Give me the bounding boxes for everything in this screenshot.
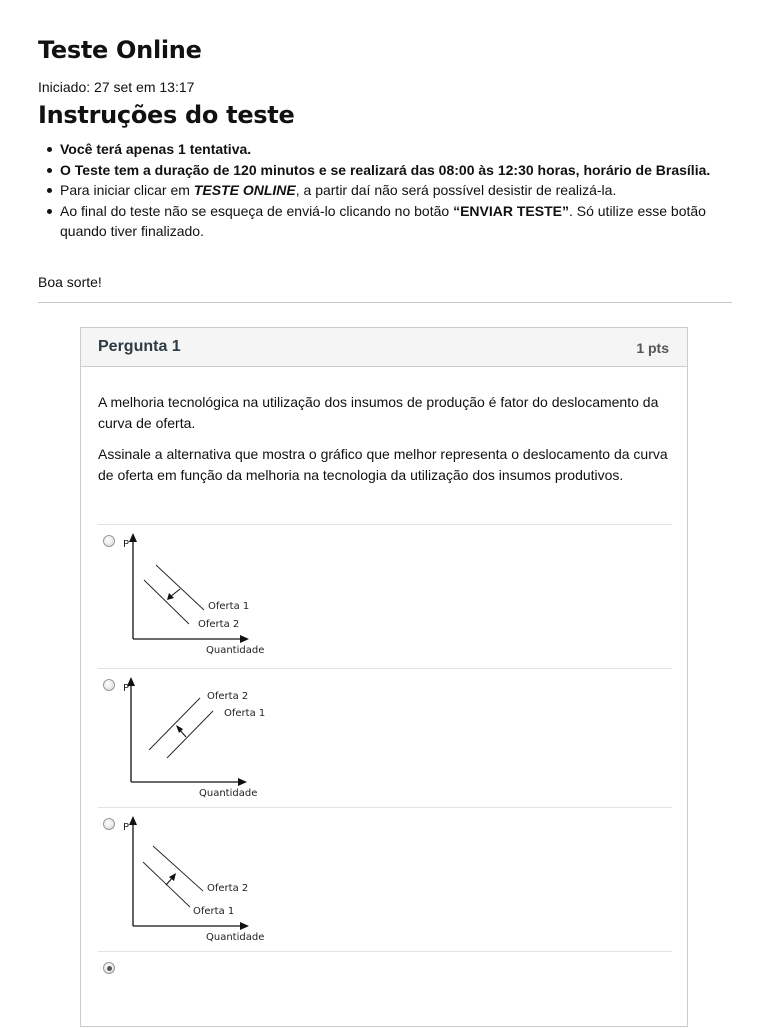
y-axis-arrow — [129, 816, 137, 825]
instruction-text: Ao final do teste não se esqueça de enviá-lo clicando no botão — [60, 202, 454, 219]
curve-label: Oferta 2 — [198, 619, 240, 630]
curve-label: Oferta 2 — [207, 691, 249, 702]
supply-curve — [156, 565, 204, 610]
instruction-text: Você terá apenas 1 tentativa. — [60, 141, 252, 157]
y-axis-arrow — [129, 533, 137, 542]
supply-curve — [167, 711, 213, 758]
instruction-text: Para iniciar clicar em — [60, 182, 194, 198]
supply-curve — [153, 846, 203, 891]
curve-label: Oferta 2 — [207, 883, 249, 894]
option-3-radio[interactable] — [103, 818, 115, 830]
question-paragraph: A melhoria tecnológica na utilização dos insumos de produção é fator do deslocamento da curva de oferta. — [98, 394, 659, 431]
option-1-graph — [118, 533, 318, 667]
x-axis-label: Quantidade — [199, 788, 258, 799]
x-axis-arrow — [238, 778, 247, 786]
page-title: Teste Online — [38, 36, 202, 64]
instruction-item — [60, 180, 732, 201]
good-luck-text: Boa sorte! — [38, 274, 102, 290]
instruction-item — [60, 160, 732, 181]
instruction-text: . Só utilize esse botão quando tiver finalizado. — [60, 202, 706, 239]
option-2-graph — [118, 677, 318, 807]
instruction-item — [60, 201, 732, 242]
instruction-text: O Teste tem a duração de 120 minutos e se realizará das 08:00 às 12:30 horas, horário de Brasília. — [60, 161, 711, 178]
instructions-list — [38, 139, 732, 242]
x-axis-arrow — [240, 922, 249, 930]
divider — [38, 302, 732, 303]
instruction-emphasis: “ENVIAR TESTE” — [453, 202, 569, 219]
started-timestamp: Iniciado: 27 set em 13:17 — [38, 79, 195, 95]
instruction-text: , a partir daí não será possível desistir de realizá-la. — [295, 182, 617, 198]
supply-curve — [149, 698, 200, 750]
question-paragraph: Assinale a alternativa que mostra o gráfico que melhor representa o deslocamento da curva de oferta em função da melhoria na tecnologia da utilização dos insumos produtivos. — [98, 446, 668, 483]
option-2-radio[interactable] — [103, 679, 115, 691]
instructions-title: Instruções do teste — [38, 101, 295, 129]
curve-label: Oferta 1 — [208, 601, 250, 612]
option-1-radio[interactable] — [103, 535, 115, 547]
question-name: Pergunta 1 — [98, 338, 181, 355]
answer-option-1[interactable] — [98, 524, 672, 668]
instruction-item — [60, 139, 732, 160]
y-axis-label: P — [123, 683, 130, 694]
x-axis-label: Quantidade — [206, 932, 265, 943]
question-header — [81, 328, 687, 367]
y-axis-label: P — [123, 822, 130, 833]
x-axis-label: Quantidade — [206, 645, 265, 656]
option-4-radio[interactable] — [103, 962, 115, 974]
instruction-emphasis: TESTE ONLINE — [193, 182, 296, 198]
question-text — [98, 392, 670, 496]
answer-option-4[interactable] — [98, 951, 672, 1028]
y-axis-label: P — [123, 539, 130, 550]
question-card — [80, 327, 688, 1027]
answer-option-3[interactable] — [98, 807, 672, 951]
x-axis-arrow — [240, 635, 249, 643]
supply-curve — [144, 580, 189, 624]
curve-label: Oferta 1 — [224, 708, 266, 719]
option-3-graph — [118, 816, 318, 950]
answer-option-2[interactable] — [98, 668, 672, 807]
question-points: 1 pts — [636, 340, 669, 356]
curve-label: Oferta 1 — [193, 906, 235, 917]
